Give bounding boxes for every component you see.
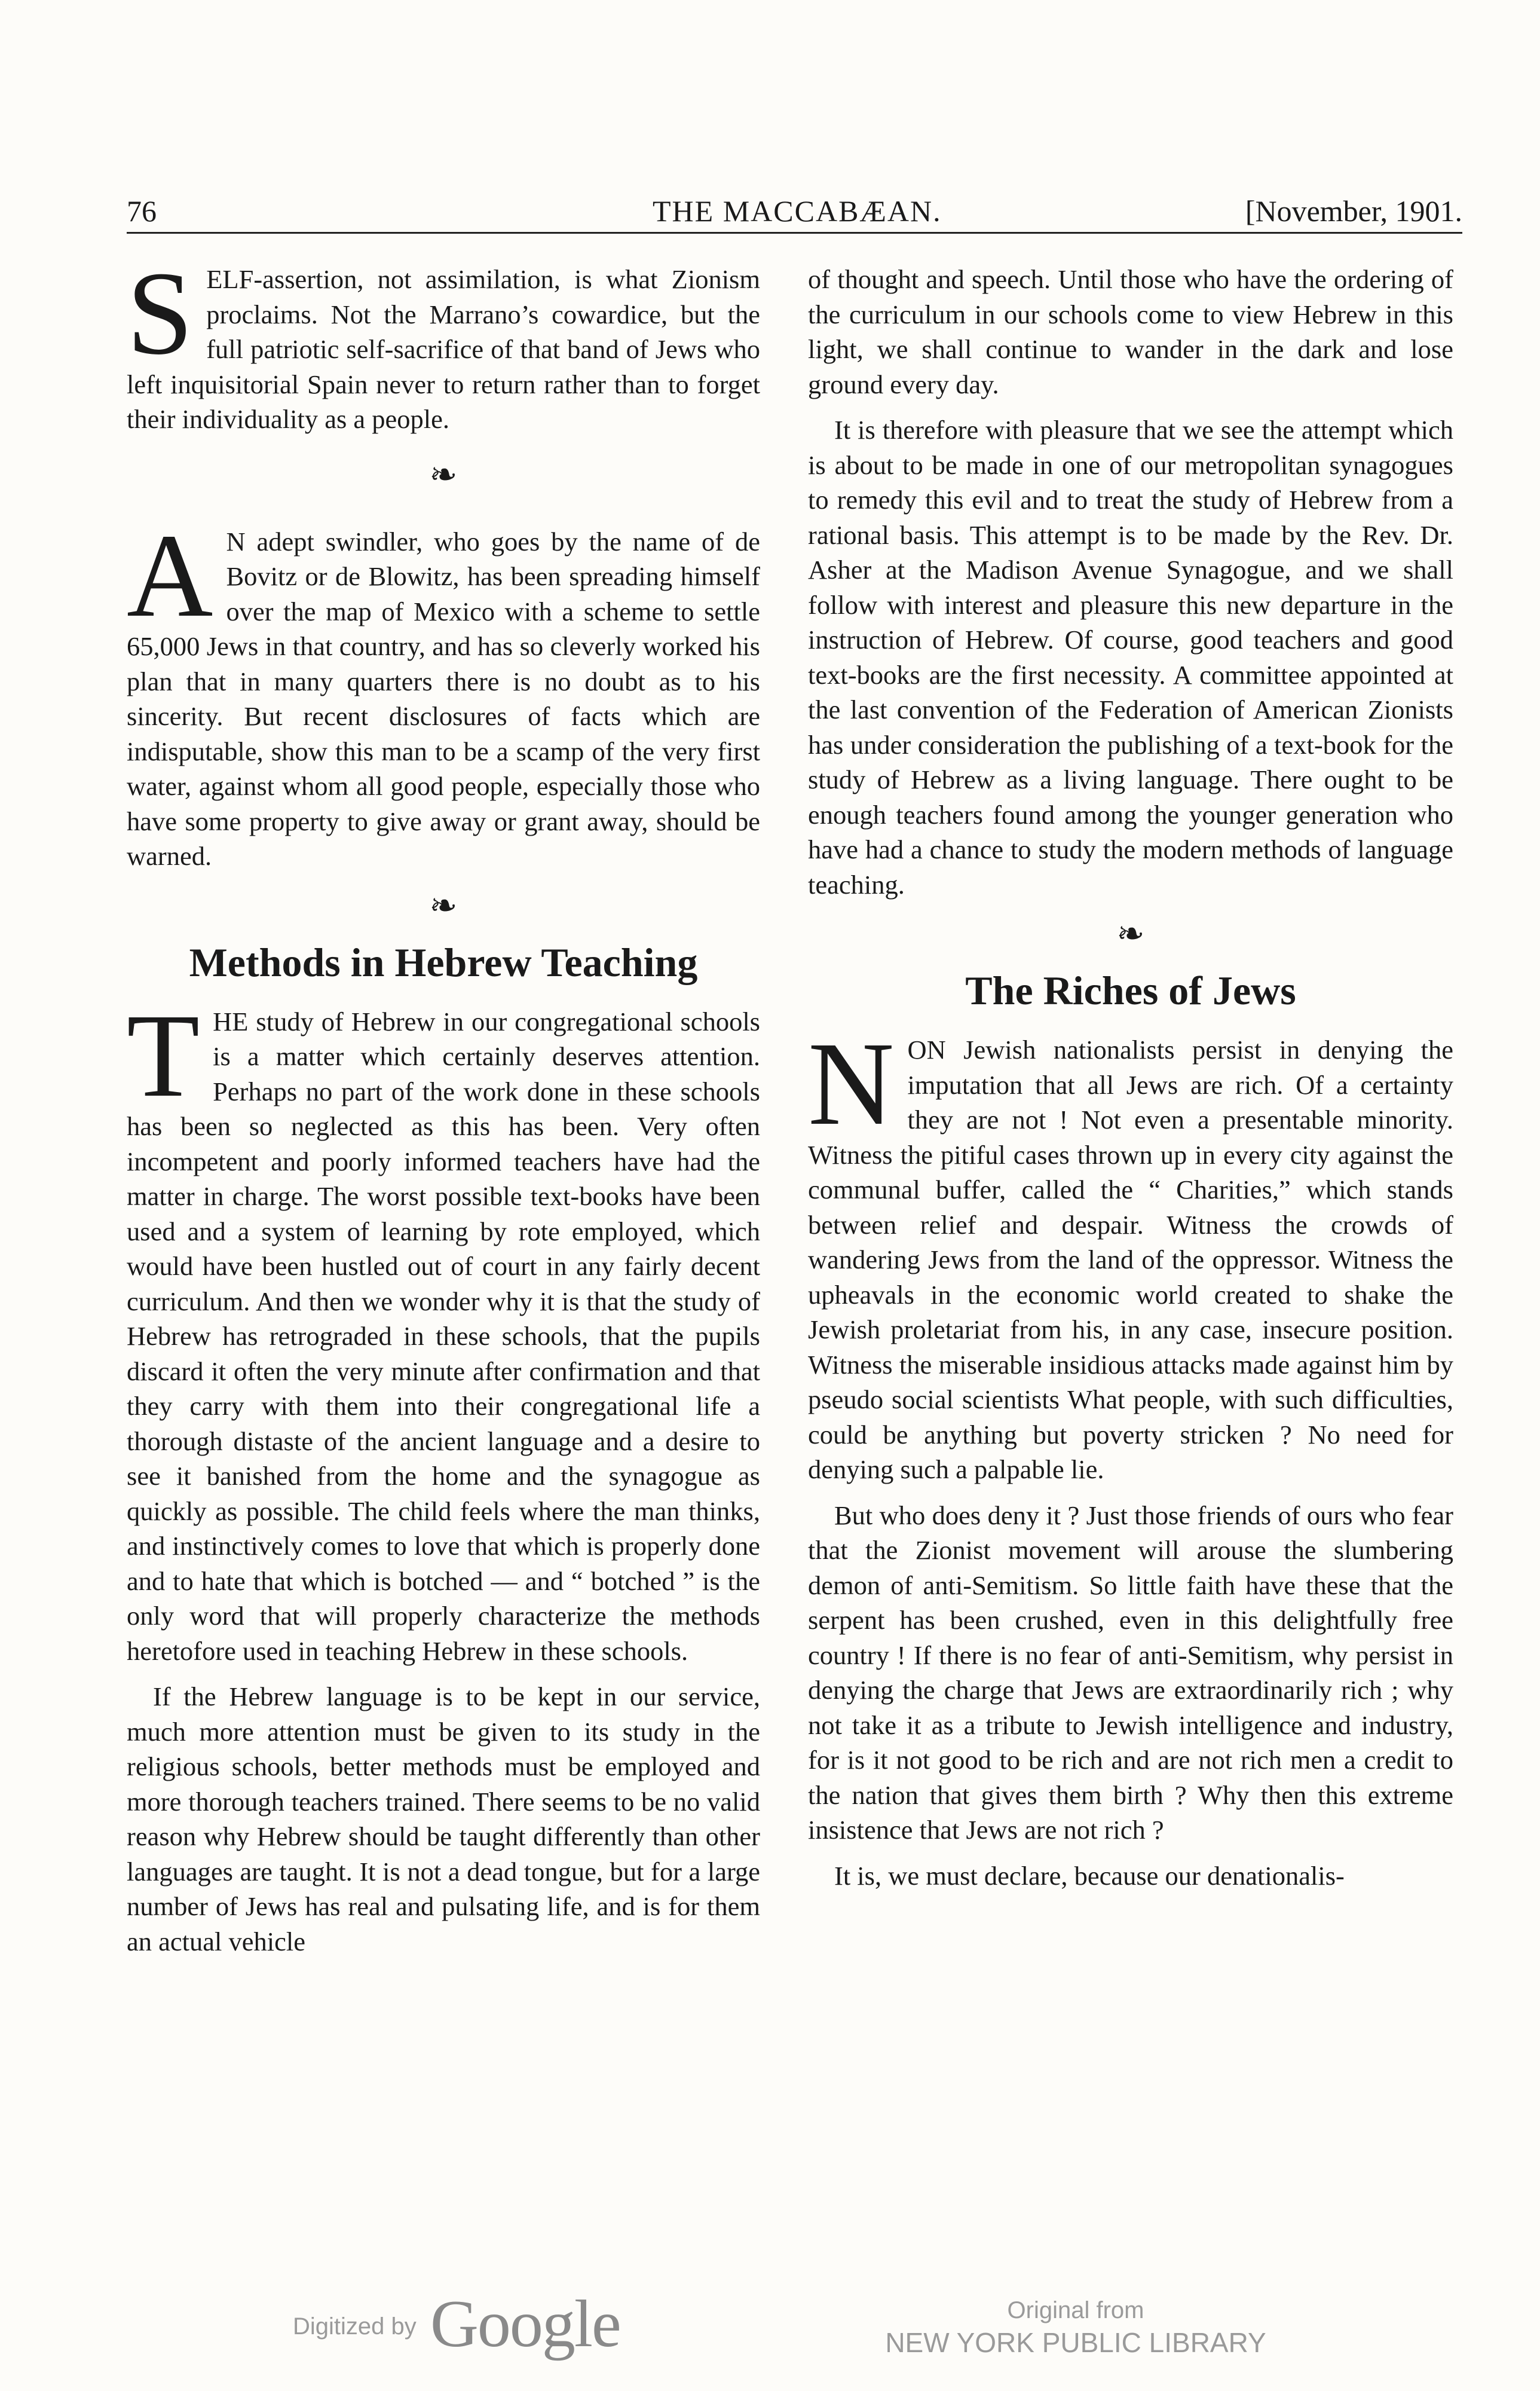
article-paragraph-continued: of thought and speech. Until those who have the ordering of the curriculum in our schools come to view Hebrew in this light, we shall continue to wander in the dark and lose ground every day. — [808, 264, 1453, 399]
dropcap: T — [127, 989, 200, 1122]
article-swindler — [127, 509, 760, 874]
article-paragraph — [808, 1018, 1453, 1487]
article-heading: The Riches of Jews — [965, 968, 1296, 1013]
article-text: ELF-assertion, not assimilation, is what Zionism proclaims. Not the Marrano’s cowardice, but the full patriotic self-sacrifice of that band of Jews who left inquisitorial Spain never to return rather than to forget their individuality as a people. — [127, 264, 760, 434]
ornament-divider: ❧ — [1116, 916, 1145, 953]
running-header — [127, 190, 1462, 234]
right-column — [808, 262, 1453, 1904]
journal-title: THE MACCABÆAN. — [653, 194, 942, 228]
ornament-divider: ❧ — [429, 456, 458, 494]
article-text: N adept swindler, who goes by the name of de Bovitz or de Blowitz, has been spreading himself over the map of Mexico with a scheme to settle 65,000 Jews in that country, and has so cleverly worked his plan that in many quarters there is no doubt as to his sincerity. But recent disclosures of facts which are indisputable, show this man to be a scamp of the very first water, against whom all good people, especially those who have some property to give away or grant away, should be warned. — [127, 526, 760, 871]
article-paragraph: It is therefore with pleasure that we see the attempt which is about to be made in one of our metropolitan synagogues to remedy this evil and to treat the study of Hebrew from a rational basis. This attempt is to be made by the Rev. Dr. Asher at the Madison Avenue Synagogue, and we shall follow with interest and pleasure this new departure in the instruction of Hebrew. Of course, good teachers and good text-books are the first necessity. A committee appointed at the last convention of the Federation of American Zionists has under consideration the publishing of a text-book for the study of Hebrew as a living language. There ought to be enough teachers found among the younger generation who have had a chance to study the modern methods of language teaching. — [808, 415, 1453, 900]
article-paragraph: It is, we must declare, because our denationalis- — [834, 1860, 1345, 1891]
article-paragraph: If the Hebrew language is to be kept in our service, much more attention must be given to its study in the religious schools, better methods must be employed and more thorough teachers trained. There seems to be no valid reason why Hebrew should be taught differently than other languages are taught. It is not a dead tongue, but for a large number of Jews has real and pulsating life, and is for them an actual vehicle — [127, 1681, 760, 1956]
digitized-by-label: Digitized by — [293, 2313, 417, 2340]
digitized-by-watermark — [293, 2289, 651, 2361]
article-self-assertion — [127, 247, 760, 437]
article-paragraph — [127, 989, 760, 1669]
dropcap: N — [808, 1018, 895, 1150]
article-heading: Methods in Hebrew Teaching — [189, 939, 698, 985]
source-attribution — [884, 2295, 1267, 2360]
article-text: HE study of Hebrew in our congregational schools is a matter which certainly deserves attention. Perhaps no part of the work done in these schools has been so neglected as this has been. Very often incompetent and poorly informed teachers have had the matter in charge. The worst possible text-books have been used and a system of learning by rote employed, which would have been hustled out of court in any fairly decent curriculum. And then we wonder why it is that the study of Hebrew has retrograded in these schools, that the pupils discard it often the very minute after confirmation and that they carry with them into their congregational life a thorough distaste of the ancient language and a desire to see it banished from the home and the synagogue as quickly as possible. The child feels where the man thinks, and instinctively comes to love that which is properly done and to hate that which is botched — and “ botched ” is the only word that will properly characterize the methods heretofore used in teaching Hebrew in these schools. — [127, 1006, 760, 1666]
article-text: ON Jewish nationalists persist in denying the imputation that all Jews are rich. Of a certainty they are not ! Not even a presentable minority. Witness the pitiful cases thrown up in every city against the communal buffer, called the “ Charities,” which stands between relief and despair. Witness the crowds of wandering Jews from the land of the oppressor. Witness the upheavals in the economic world created to shake the Jewish proletariat from his, in any case, insecure position. Witness the miserable insidious attacks made against him by pseudo social scientists What people, with such difficulties, could be anything but poverty stricken ? No need for denying such a palpable lie. — [808, 1035, 1453, 1484]
article-paragraph: But who does deny it ? Just those friends of ours who fear that the Zionist movement will arouse the slumbering demon of anti-Semitism. So little faith have these that the serpent has been crushed, even in this delightfully free country ! If there is no fear of anti-Semitism, why persist in denying the charge that Jews are extraordinarily rich ; why not take it as a tribute to Jewish intelligence and industry, for is it not good to be rich and are not rich men a credit to the nation that gives them birth ? Why then this extreme insistence that Jews are not rich ? — [808, 1500, 1453, 1845]
google-logo: Google — [430, 2287, 620, 2361]
library-name: NEW YORK PUBLIC LIBRARY — [885, 2327, 1266, 2358]
original-from-label: Original from — [1007, 2297, 1144, 2323]
issue-date: [November, 1901. — [1245, 194, 1462, 228]
ornament-divider: ❧ — [429, 887, 458, 925]
dropcap: A — [127, 509, 213, 642]
dropcap: S — [127, 247, 194, 380]
left-column — [127, 247, 760, 1970]
page-number: 76 — [127, 194, 157, 228]
